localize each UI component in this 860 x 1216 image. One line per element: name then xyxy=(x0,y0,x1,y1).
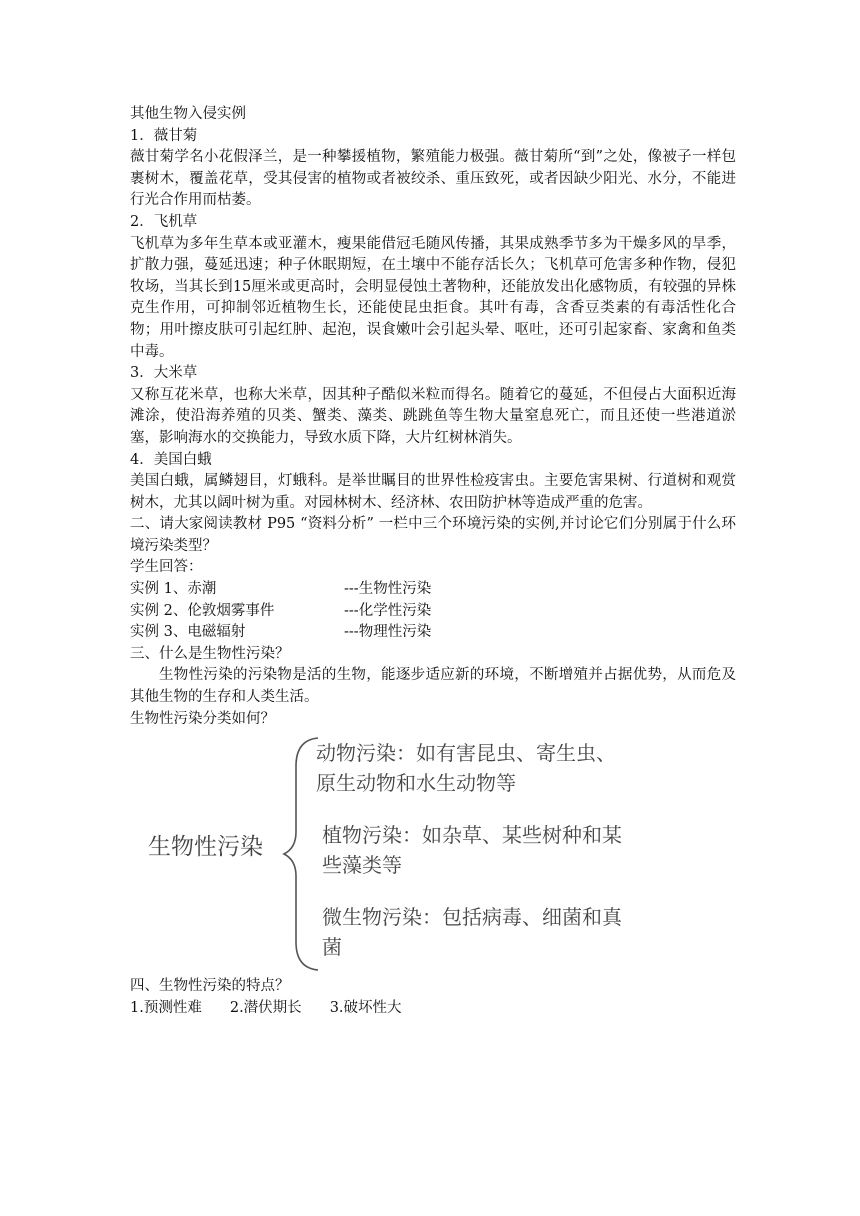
feature-item: 3.破坏性大 xyxy=(329,999,402,1016)
feature-item: 2.潜伏期长 xyxy=(229,999,302,1016)
example-type: ---物理性污染 xyxy=(344,624,432,641)
example-row xyxy=(130,601,736,623)
features-list xyxy=(130,998,736,1020)
example-name: 实例 2、伦敦烟雾事件 xyxy=(130,602,275,619)
example-row xyxy=(130,579,736,601)
example-name: 实例 3、电磁辐射 xyxy=(130,624,246,641)
microbe-pollution-branch: 微生物污染：包括病毒、细菌和真菌 xyxy=(322,905,622,960)
diagram-center-label: 生物性污染 xyxy=(148,834,263,861)
students-answer-label: 学生回答： xyxy=(130,559,203,576)
classification-diagram xyxy=(130,736,736,972)
question-2: 二、请大家阅读教材 P95 “资料分析” 一栏中三个环境污染的实例,并讨论它们分别属于什么环境污染类型？ xyxy=(130,516,736,554)
heading-other-examples: 其他生物入侵实例 xyxy=(130,106,246,122)
example-name: 实例 1、赤潮 xyxy=(130,581,217,598)
section-body: 又称互花米草，也称大米草，因其种子酷似米粒而得名。随着它的蔓延，不但侵占大面积近海滩涂，使沿海养殖的贝类、蟹类、藻类、跳跳鱼等生物大量窒息死亡，而且还使一些港道淤塞，影响海水的交换能力，导致水质下降，大片红树林消失。 xyxy=(130,386,736,446)
example-type: ---化学性污染 xyxy=(344,602,432,619)
section-title: 2．飞机草 xyxy=(130,213,198,230)
example-type: ---生物性污染 xyxy=(344,581,432,598)
section-body: 美国白蛾，属鳞翅目，灯蛾科。是举世瞩目的世界性检疫害虫。主要危害果树、行道树和观赏树木，尤其以阔叶树为重。对园林树木、经济林、农田防护林等造成严重的危害。 xyxy=(130,473,736,511)
question-4: 四、生物性污染的特点？ xyxy=(130,978,290,995)
section-body: 薇甘菊学名小花假泽兰，是一种攀援植物，繁殖能力极强。薇甘菊所“到”之处，像被子一样包裹树木，覆盖花草，受其侵害的植物或者被绞杀、重压致死，或者因缺少阳光、水分，不能进行光合作用而枯萎。 xyxy=(130,149,736,209)
section-body: 飞机草为多年生草本或亚灌木，瘦果能借冠毛随风传播，其果成熟季节多为干燥多风的旱季，扩散力强，蔓延迅速；种子休眠期短，在土壤中不能存活长久；飞机草可危害多种作物，侵犯牧场，当其长到15厘米或更高时，会明显侵蚀土著物种，还能放发出化感物质，有较强的异株克生作用，可抑制邻近植物生长，还能使昆虫拒食。其叶有毒，含香豆类素的有毒活性化合物；用叶擦皮肤可引起红肿、起泡，误食嫩叶会引起头晕、呕吐，还可引起家畜、家禽和鱼类中毒。 xyxy=(130,235,736,360)
question-3-answer: 生物性污染的污染物是活的生物，能逐步适应新的环境，不断增殖并占据优势，从而危及其他生物的生存和人类生活。 xyxy=(130,667,736,706)
plant-pollution-branch: 植物污染：如杂草、某些树种和某些藻类等 xyxy=(322,823,622,878)
classification-question: 生物性污染分类如何？ xyxy=(130,710,275,727)
document-page xyxy=(130,104,736,1019)
animal-pollution-branch: 动物污染：如有害昆虫、寄生虫、原生动物和水生动物等 xyxy=(316,741,616,796)
question-3: 三、什么是生物性污染？ xyxy=(130,645,290,662)
feature-item: 1.预测性难 xyxy=(130,999,202,1016)
section-title: 1．薇甘菊 xyxy=(130,127,198,144)
example-row xyxy=(130,622,736,644)
section-title: 3．大米草 xyxy=(130,365,198,382)
section-title: 4．美国白蛾 xyxy=(130,451,212,468)
